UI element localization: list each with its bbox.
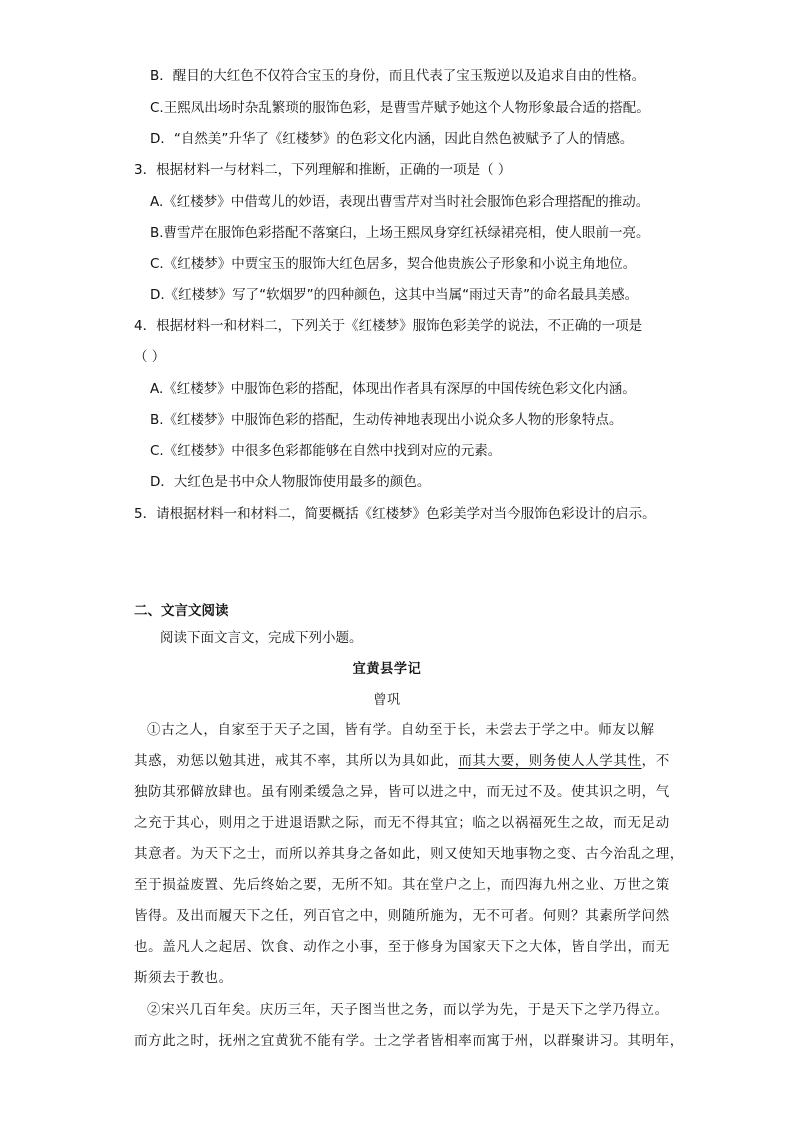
- passage-p1-line: 至于损益废置、先后终始之要，无所不知。其在堂户之上，而四海九州之业、万世之策: [134, 877, 670, 893]
- q3-option-a: A.《红楼梦》中借莺儿的妙语，表现出曹雪芹对当时社会服饰色彩合理搭配的推动。: [150, 194, 650, 210]
- passage-title: 宜黄县学记: [352, 661, 422, 677]
- q4-option-c: C.《红楼梦》中很多色彩都能够在自然中找到对应的元素。: [150, 443, 502, 459]
- q2-option-c: C.王熙凤出场时杂乱繁琐的服饰色彩，是曹雪芹赋予她这个人物形象最合适的搭配。: [150, 100, 650, 116]
- q3-stem: 3．根据材料一与材料二，下列理解和推断，正确的一项是（ ）: [134, 162, 512, 178]
- q5-stem: 5．请根据材料一和材料二，简要概括《红楼梦》色彩美学对当今服饰色彩设计的启示。: [134, 506, 656, 522]
- q3-option-d: D.《红楼梦》写了“软烟罗”的四种颜色，这其中当属“雨过天青”的命名最具美感。: [150, 287, 639, 303]
- passage-p1-line: 独防其邪僻放肆也。虽有刚柔缓急之异，皆可以进之中，而无过不及。使其识之明，气: [134, 784, 670, 800]
- passage-p2-line: ②宋兴几百年矣。庆历三年，天子图当世之务，而以学为先，于是天下之学乃得立。: [147, 1002, 669, 1018]
- q3-option-c: C.《红楼梦》中贾宝玉的服饰大红色居多，契合他贵族公子形象和小说主角地位。: [150, 256, 637, 272]
- q2-option-d: D．“自然美”升华了《红楼梦》的色彩文化内涵，因此自然色被赋予了人的情感。: [150, 131, 634, 147]
- q4-option-d: D．大红色是书中众人物服饰使用最多的颜色。: [150, 474, 431, 490]
- q4-option-b: B.《红楼梦》中服饰色彩的搭配，生动传神地表现出小说众多人物的形象特点。: [150, 412, 623, 428]
- section-instruction: 阅读下面文言文，完成下列小题。: [160, 630, 363, 646]
- passage-p1-line: 斯须去于教也。: [134, 970, 233, 986]
- passage-text: ，不: [641, 753, 670, 769]
- passage-p1-line: ①古之人，自家至于天子之国，皆有学。自幼至于长，未尝去于学之中。师友以解: [147, 722, 655, 738]
- underlined-sentence: 而其大要，则务使人人学其性: [458, 753, 642, 769]
- q4-stem-line2: （ ）: [134, 349, 166, 365]
- passage-p1-line: [134, 751, 670, 771]
- passage-p1-line: 皆得。及出而履天下之任，列百官之中，则随所施为，无不可者。何则？其素所学问然: [134, 908, 670, 924]
- passage-text: 其惑，劝惩以勉其进，戒其不率，其所以为具如此，: [134, 753, 459, 769]
- passage-p1-line: 其意者。为天下之士，而所以养其身之备如此，则又使知天地事物之变、古今治乱之理，: [134, 846, 684, 862]
- q2-option-b: B．醒目的大红色不仅符合宝玉的身份，而且代表了宝玉叛逆以及追求自由的性格。: [150, 68, 646, 84]
- passage-p1-line: 也。盖凡人之起居、饮食、动作之小事，至于修身为国家天下之大体，皆自学出，而无: [134, 939, 670, 955]
- passage-author: 曾巩: [373, 692, 401, 708]
- q4-stem-line1: 4．根据材料一和材料二，下列关于《红楼梦》服饰色彩美学的说法，不正确的一项是: [134, 318, 643, 334]
- q4-option-a: A.《红楼梦》中服饰色彩的搭配，体现出作者具有深厚的中国传统色彩文化内涵。: [150, 381, 636, 397]
- section-heading: 二、文言文阅读: [134, 603, 229, 619]
- passage-p2-line: 而方此之时，抚州之宜黄犹不能有学。士之学者皆相率而寓于州，以群聚讲习。其明年，: [134, 1033, 684, 1049]
- passage-p1-line: 之充于其心，则用之于进退语默之际，而无不得其宜；临之以祸福死生之故，而无足动: [134, 815, 670, 831]
- q3-option-b: B.曹雪芹在服饰色彩搭配不落窠臼，上场王熙凤身穿红袄绿裙亮相，使人眼前一亮。: [150, 225, 650, 241]
